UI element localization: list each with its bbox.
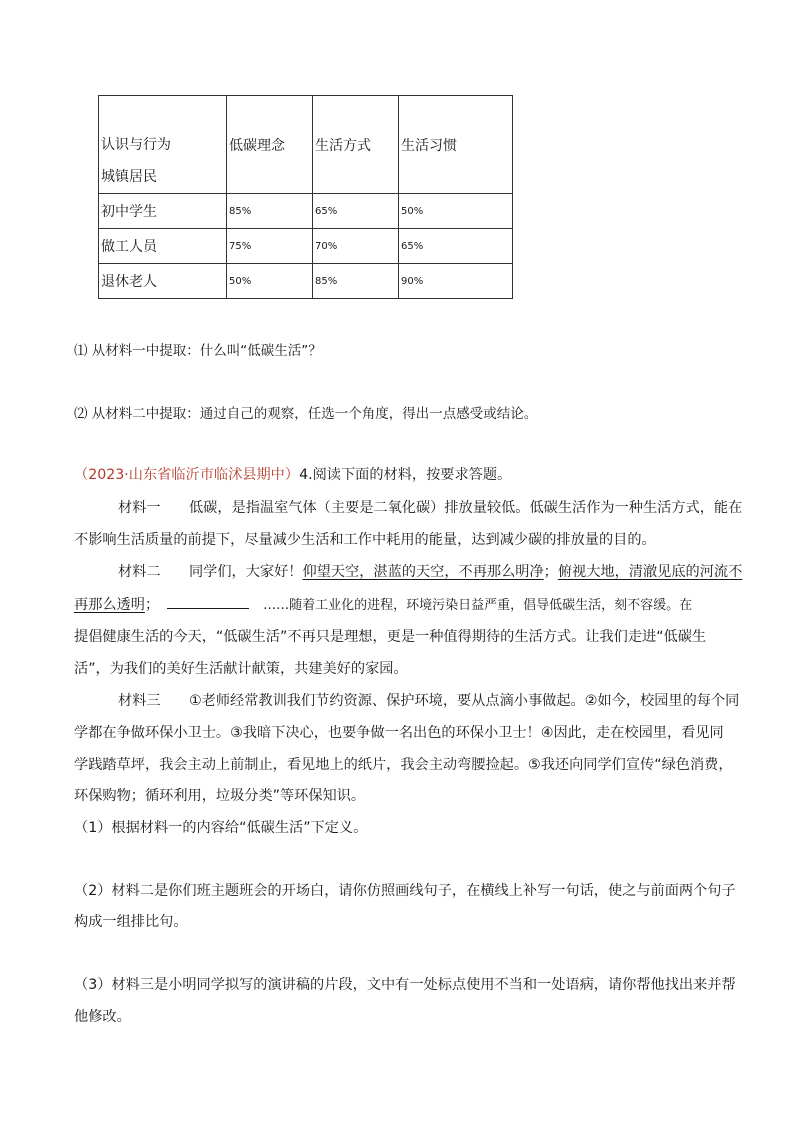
- table-cell: 85%: [313, 264, 399, 299]
- material-1-line-2: 不影响生活质量的前提下，尽量减少生活和工作中耗用的能量，达到减少碳的排放量的目的。: [74, 532, 656, 548]
- material-3-line-4: 环保购物；循环利用，垃圾分类”等环保知识。: [74, 788, 366, 804]
- row-label: 初中学生: [99, 194, 227, 229]
- material-2-line-2: [74, 594, 692, 614]
- table-cell: 90%: [399, 264, 513, 299]
- table-cell: 65%: [313, 194, 399, 229]
- sub-question-3-line-2: 他修改。: [74, 1009, 131, 1025]
- header-behavior-label: 认识与行为: [101, 137, 171, 153]
- material-2-greeting: 材料二 同学们，大家好！: [118, 564, 303, 580]
- column-header: 低碳理念: [227, 96, 313, 194]
- row-label: 做工人员: [99, 229, 227, 264]
- sub-question-2-line-1: （2）材料二是你们班主题班会的开场白，请你仿照画线句子，在横线上补写一句话，使之与前面两个句子: [74, 883, 736, 899]
- table-row: [99, 264, 513, 299]
- row-label: 退休老人: [99, 264, 227, 299]
- material-3-line-3: 学践踏草坪，我会主动上前制止，看见地上的纸片，我会主动弯腰捡起。⑤我还向同学们宣传“绿色消费，: [74, 757, 733, 773]
- material-1-line-1: 材料一 低碳，是指温室气体（主要是二氧化碳）排放量较低。低碳生活作为一种生活方式，能在: [118, 500, 743, 516]
- table-cell: 70%: [313, 229, 399, 264]
- column-header: 生活习惯: [399, 96, 513, 194]
- separator: ；: [543, 564, 558, 580]
- header-residents-label: 城镇居民: [101, 169, 157, 185]
- table-header-diagonal-cell: [99, 96, 227, 194]
- table-cell: 50%: [399, 194, 513, 229]
- source-label: （2023·山东省临沂市临沭县期中）: [74, 467, 300, 483]
- material-3-line-1: 材料三 ①老师经常教训我们节约资源、保护环境，要从点滴小事做起。②如今，校园里的每个同: [118, 693, 740, 709]
- underlined-sentence-2: 俯视大地，清澈见底的河流不: [557, 564, 743, 580]
- exercise-heading: [74, 464, 511, 484]
- column-header: 生活方式: [313, 96, 399, 194]
- separator: ；: [144, 597, 160, 613]
- material-2-line-1: [118, 561, 742, 581]
- table-row: [99, 229, 513, 264]
- task-instruction: 4.阅读下面的材料，按要求答题。: [299, 467, 512, 483]
- question-1: ⑴ 从材料一中提取：什么叫“低碳生活”？: [74, 343, 322, 359]
- question-2: ⑵ 从材料二中提取：通过自己的观察，任选一个角度，得出一点感受或结论。: [74, 406, 538, 422]
- material-2-line-4: 活”，为我们的美好生活献计献策，共建美好的家园。: [74, 661, 408, 677]
- sub-question-1: （1）根据材料一的内容给“低碳生活”下定义。: [74, 820, 368, 836]
- underlined-sentence-1: 仰望天空，湛蓝的天空，不再那么明净: [302, 564, 544, 580]
- fill-in-blank[interactable]: [167, 594, 249, 609]
- sub-question-3-line-1: （3）材料三是小明同学拟写的演讲稿的片段，文中有一处标点使用不当和一处语病，请你帮他找出来并帮: [74, 977, 736, 993]
- sub-question-2-line-2: 构成一组排比句。: [74, 914, 188, 930]
- table-row: [99, 194, 513, 229]
- survey-table: [98, 95, 513, 299]
- material-2-continuation: ……随着工业化的进程，环境污染日益严重，倡导低碳生活，刻不容缓。在: [263, 598, 693, 613]
- table-cell: 50%: [227, 264, 313, 299]
- material-3-line-2: 学都在争做环保小卫士。③我暗下决心，也要争做一名出色的环保小卫士！④因此，走在校园里，看见同: [74, 725, 724, 741]
- material-2-line-3: 提倡健康生活的今天，“低碳生活”不再只是理想，更是一种值得期待的生活方式。让我们走进“低碳生: [74, 629, 707, 645]
- table-cell: 85%: [227, 194, 313, 229]
- table-cell: 65%: [399, 229, 513, 264]
- underlined-sentence-2-end: 再那么透明: [74, 597, 145, 613]
- table-cell: 75%: [227, 229, 313, 264]
